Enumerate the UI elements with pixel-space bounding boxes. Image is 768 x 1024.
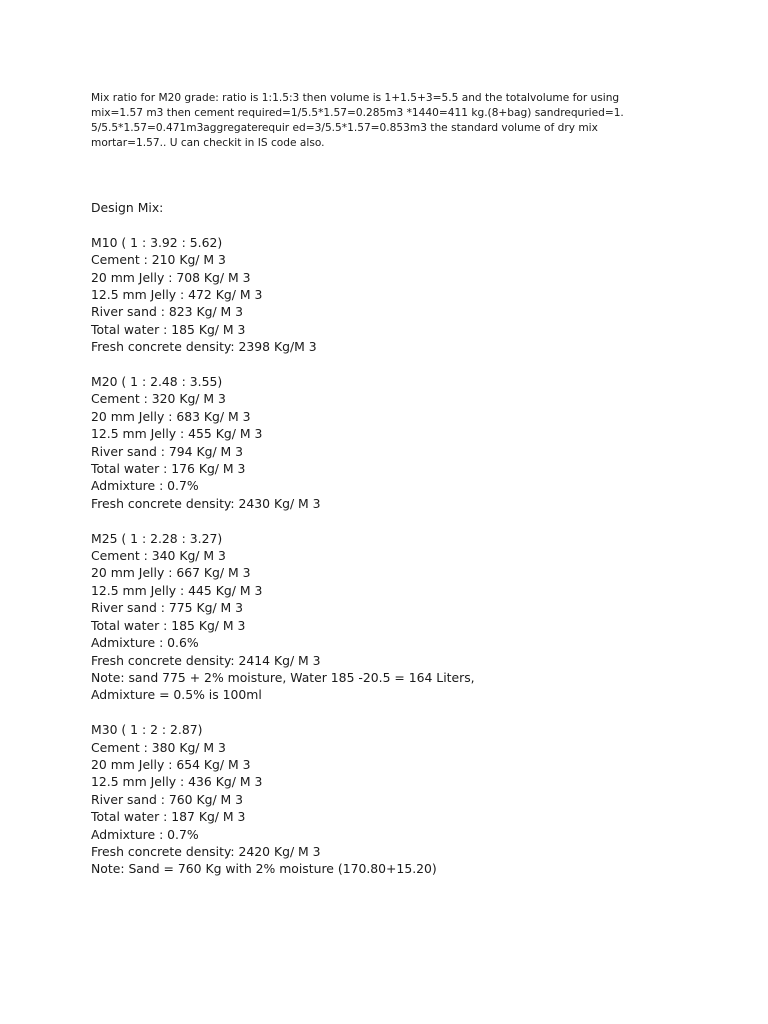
mix-line: Admixture : 0.7%: [91, 826, 199, 842]
mix-heading: M20 ( 1 : 2.48 : 3.55): [91, 374, 223, 390]
intro-paragraph: Mix ratio for M20 grade: ratio is 1:1.5:3 then volume is 1+1.5+3=5.5 and the totalvolume for using mix=1.57 m3 then cement required=1/5.5*1.57=0.285m3 *1440=411 kg.(8+bag) sandrequried=1. 5/5.5*1.57=0.471m3aggregaterequir ed=3/5.5*1.57=0.853m3 the standard volume of dry mix mortar=1.57.. U can checkit in IS code also.: [91, 92, 624, 149]
mix-line: Fresh concrete density: 2398 Kg/M 3: [91, 339, 317, 355]
mix-block: [91, 721, 691, 878]
mix-line: Total water : 185 Kg/ M 3: [91, 321, 246, 337]
mix-line: River sand : 794 Kg/ M 3: [91, 443, 244, 459]
mix-line: Fresh concrete density: 2414 Kg/ M 3: [91, 652, 321, 668]
mix-heading: M10 ( 1 : 3.92 : 5.62): [91, 234, 223, 250]
mix-line: Total water : 185 Kg/ M 3: [91, 617, 246, 633]
mix-line: 12.5 mm Jelly : 472 Kg/ M 3: [91, 287, 263, 303]
mix-line: Total water : 187 Kg/ M 3: [91, 809, 246, 825]
mix-line: Cement : 210 Kg/ M 3: [91, 252, 226, 268]
mix-line: Note: Sand = 760 Kg with 2% moisture (170.80+15.20): [91, 861, 437, 877]
mix-line: Total water : 176 Kg/ M 3: [91, 461, 246, 477]
mix-heading: M30 ( 1 : 2 : 2.87): [91, 722, 203, 738]
mix-line: 12.5 mm Jelly : 436 Kg/ M 3: [91, 774, 263, 790]
mix-line: Note: sand 775 + 2% moisture, Water 185 -20.5 = 164 Liters,: [91, 669, 475, 685]
mix-line: Fresh concrete density: 2430 Kg/ M 3: [91, 495, 321, 511]
design-mix-section: [91, 199, 691, 895]
design-mix-title: Design Mix:: [91, 200, 164, 215]
mix-block: [91, 373, 691, 512]
mix-line: 20 mm Jelly : 654 Kg/ M 3: [91, 756, 251, 772]
mix-line: Cement : 320 Kg/ M 3: [91, 391, 226, 407]
mix-line: River sand : 760 Kg/ M 3: [91, 791, 244, 807]
mix-line: River sand : 775 Kg/ M 3: [91, 600, 244, 616]
mix-block: [91, 234, 691, 356]
mix-line: 20 mm Jelly : 683 Kg/ M 3: [91, 408, 251, 424]
mix-heading: M25 ( 1 : 2.28 : 3.27): [91, 530, 223, 546]
mix-line: 20 mm Jelly : 708 Kg/ M 3: [91, 269, 251, 285]
mix-line: Admixture = 0.5% is 100ml: [91, 687, 262, 703]
mix-line: Admixture : 0.7%: [91, 478, 199, 494]
mix-line: Admixture : 0.6%: [91, 635, 199, 651]
mix-line: Fresh concrete density: 2420 Kg/ M 3: [91, 843, 321, 859]
mix-line: River sand : 823 Kg/ M 3: [91, 304, 244, 320]
mix-line: 12.5 mm Jelly : 445 Kg/ M 3: [91, 582, 263, 598]
mix-line: Cement : 340 Kg/ M 3: [91, 548, 226, 564]
mix-list: [91, 234, 691, 878]
mix-line: 20 mm Jelly : 667 Kg/ M 3: [91, 565, 251, 581]
mix-line: 12.5 mm Jelly : 455 Kg/ M 3: [91, 426, 263, 442]
mix-line: Cement : 380 Kg/ M 3: [91, 739, 226, 755]
mix-block: [91, 530, 691, 704]
